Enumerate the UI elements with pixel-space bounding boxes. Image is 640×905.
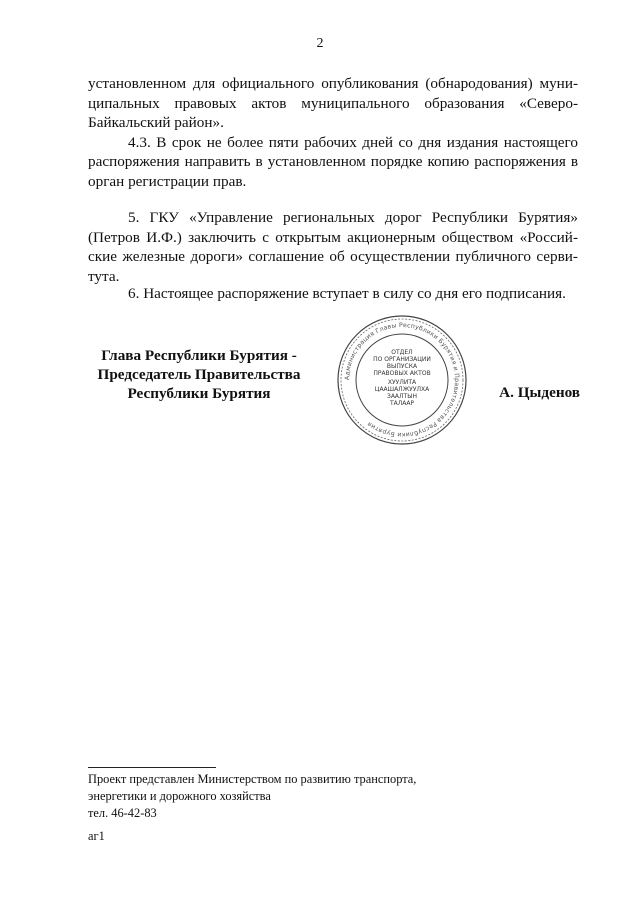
paragraph-continuation: установленном для официального опубликования (обнародования) муни-ципальных правовых актов муниципального образования «Северо-Байкальский район». <box>88 75 578 131</box>
signature-title <box>90 346 308 403</box>
seal-line-8: ТАЛААР <box>389 400 415 407</box>
page-number: 2 <box>316 36 324 51</box>
footnote-line-1: Проект представлен Министерством по развитию транспорта, <box>88 772 417 786</box>
signature-title-line-3: Республики Бурятия <box>127 385 271 402</box>
paragraph-5: 5. ГКУ «Управление региональных дорог Республики Бурятия» (Петров И.Ф.) заключить с открытым акционерным обществом «Россий-ские железные дороги» соглашение об осуществлении публичного серви-тута. <box>88 209 578 285</box>
document-body-3 <box>88 284 578 304</box>
seal-line-5: ХУУЛИТА <box>387 379 417 386</box>
seal-line-2: ПО ОРГАНИЗАЦИИ <box>373 356 431 363</box>
seal-line-4: ПРАВОВЫХ АКТОВ <box>373 370 431 377</box>
signature-title-line-2: Председатель Правительства <box>97 366 301 383</box>
document-body <box>88 74 578 191</box>
document-body-2 <box>88 208 578 286</box>
signature-title-line-1: Глава Республики Бурятия - <box>101 347 297 364</box>
footnote-divider <box>88 767 216 768</box>
paragraph-4-3: 4.3. В срок не более пяти рабочих дней со дня издания настоящего распоряжения направить в установленном порядке копию распоряжения в орган регистрации прав. <box>88 133 578 190</box>
seal-graphic <box>336 314 468 446</box>
paragraph-6: 6. Настоящее распоряжение вступает в силу со дня его подписания. <box>128 285 566 302</box>
footnote <box>88 771 568 822</box>
seal-line-7: ЗААЛТЫН <box>386 393 418 400</box>
seal-line-6: ЦААШАЛЖУУЛХА <box>374 386 430 393</box>
reference-code: аг1 <box>88 829 105 843</box>
official-seal <box>336 314 468 446</box>
seal-line-3: ВЫПУСКА <box>386 363 418 370</box>
footnote-phone: тел. 46-42-83 <box>88 806 157 820</box>
footnote-line-2: энергетики и дорожного хозяйства <box>88 789 271 803</box>
seal-line-1: ОТДЕЛ <box>391 349 413 356</box>
seal-ring-text: Администрация Главы Республики Бурятия и Правительства Республики Бурятия <box>343 321 461 439</box>
signatory-name: А. Цыденов <box>499 384 580 401</box>
